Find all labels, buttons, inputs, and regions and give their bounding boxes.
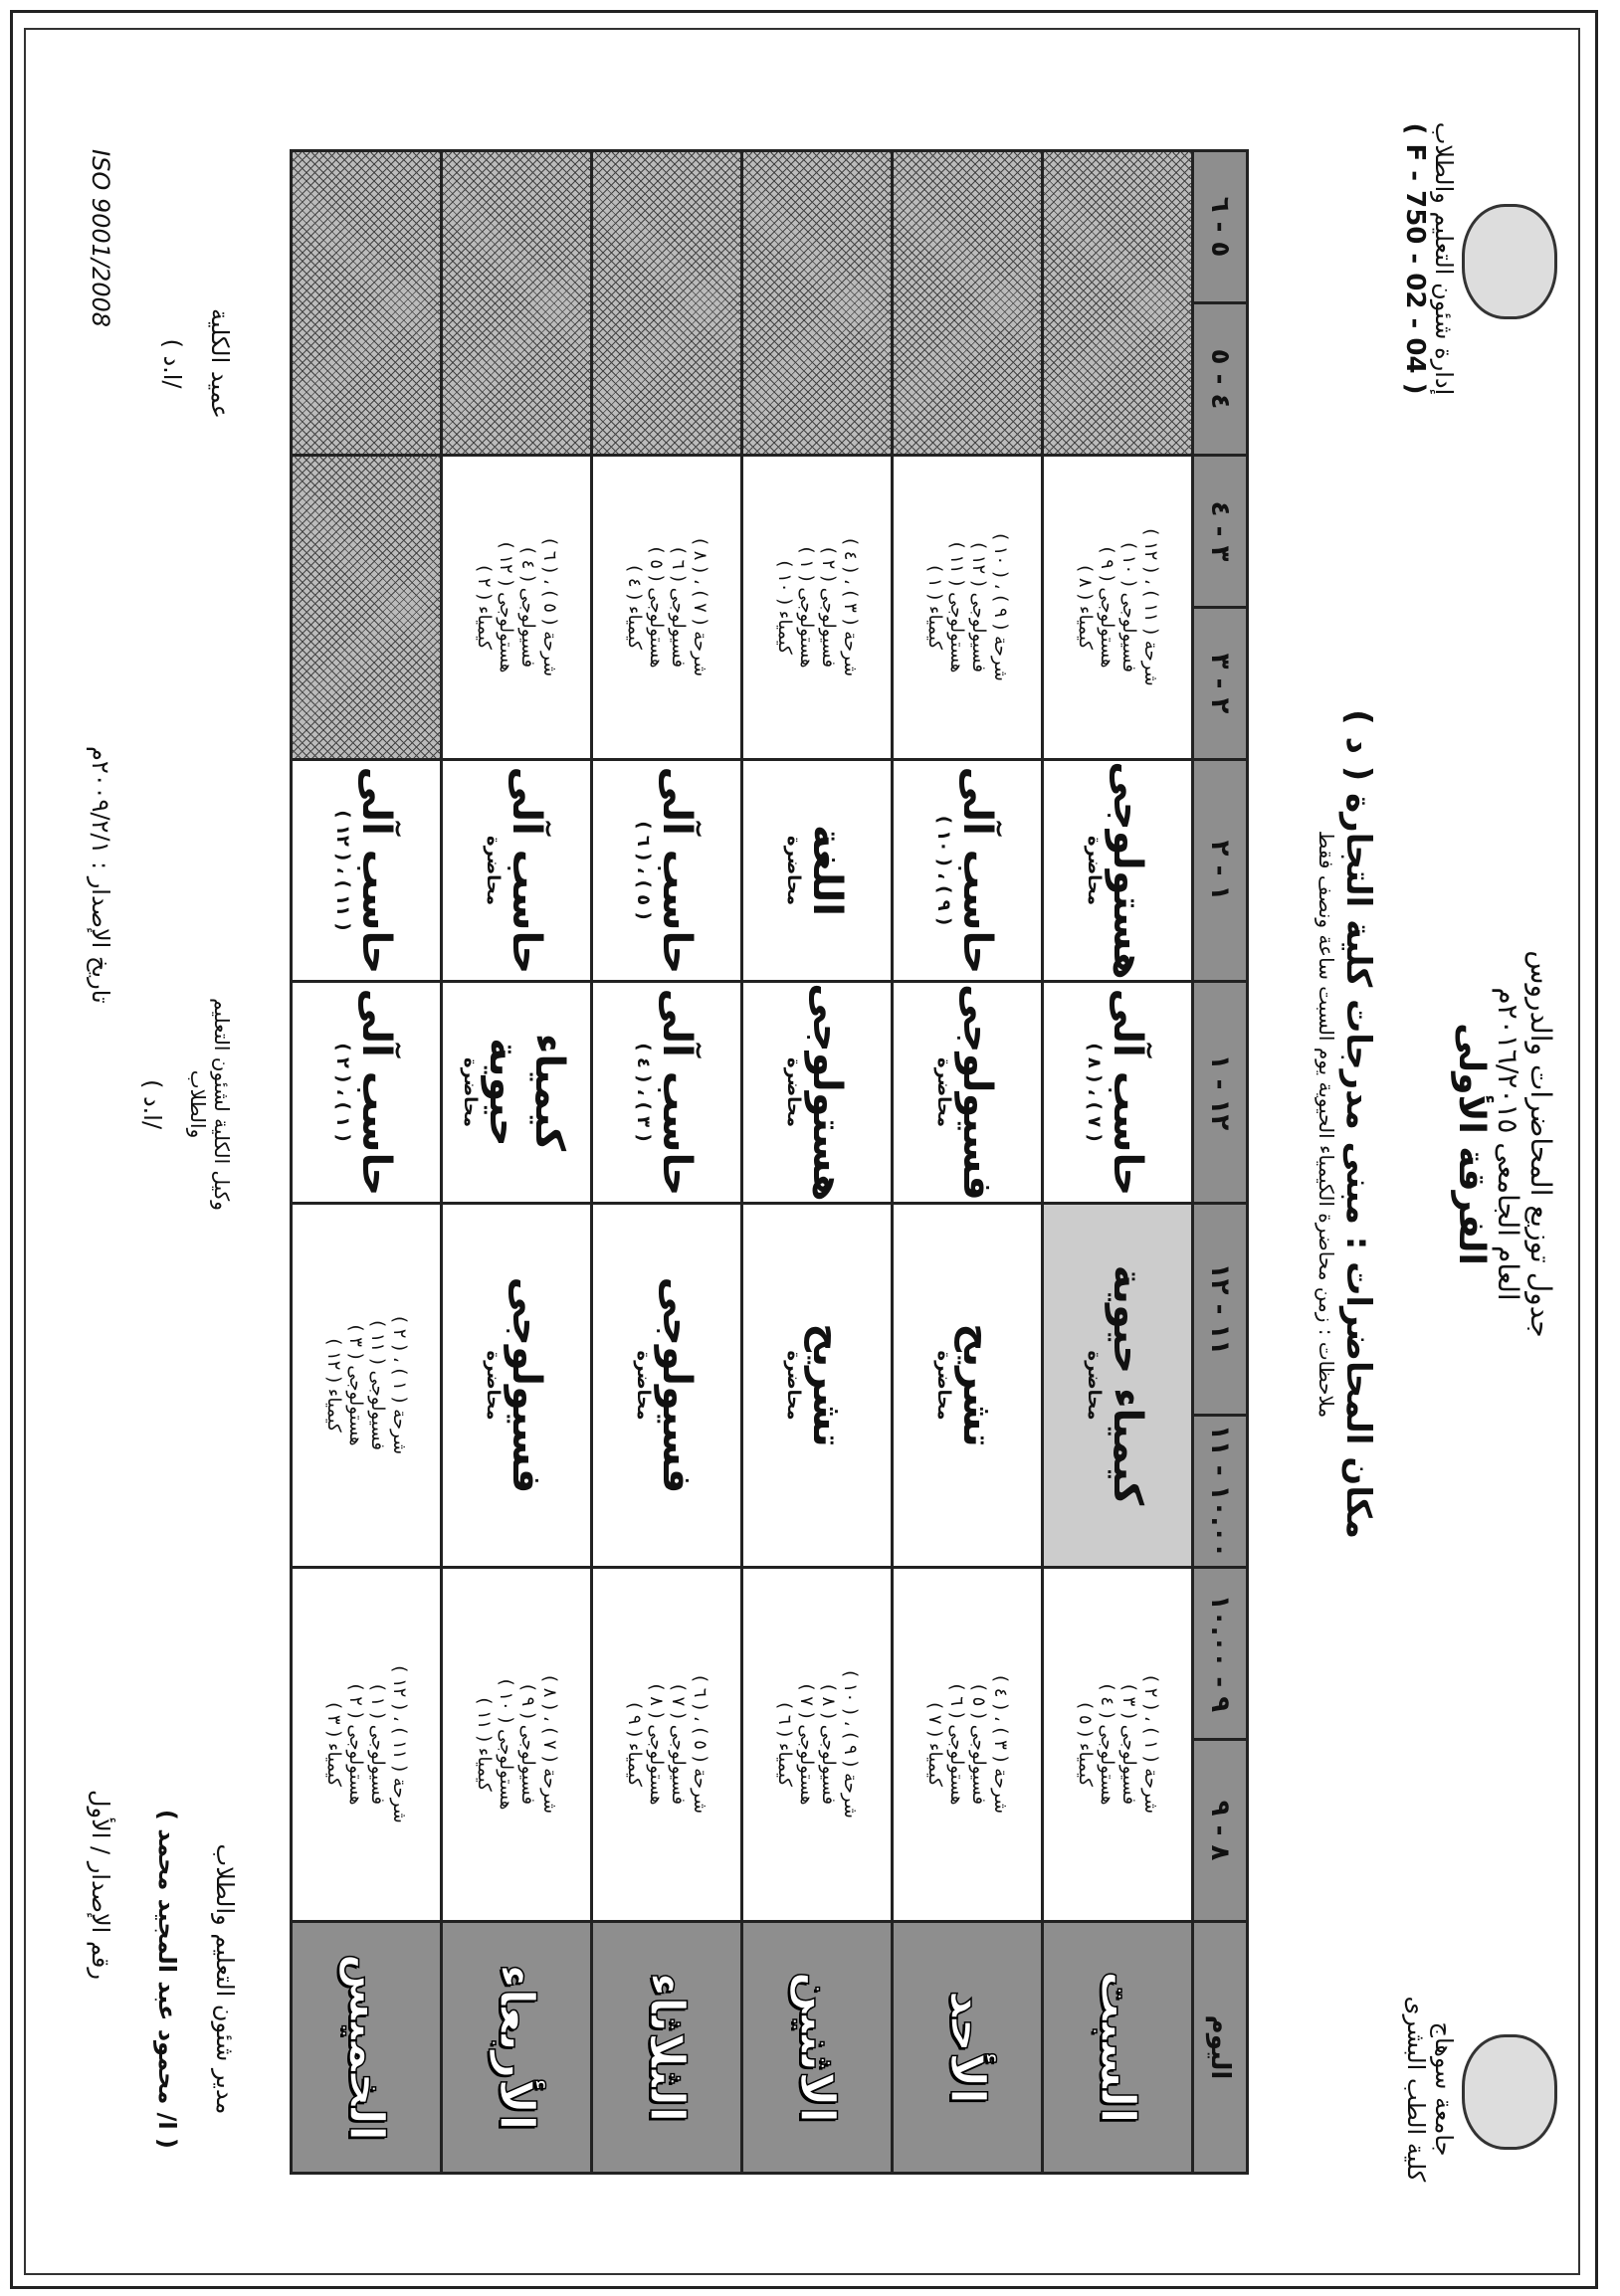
- rotated-document: [45, 30, 1577, 2258]
- empty-slot-4-5: [292, 151, 442, 456]
- lab-group-line: فسيولوجى ( ٩ ): [517, 1683, 538, 1806]
- col-5-6: ٥ - ٦: [1193, 151, 1248, 303]
- lab-group-line: فسيولوجى ( ٢ ): [818, 546, 839, 669]
- subject-cell-s12: [442, 982, 592, 1204]
- lab-group-line: هستولوجى ( ٧ ): [796, 1683, 817, 1806]
- lab-groups-midday: [292, 1204, 442, 1568]
- lab-group-line: كيمياء ( ١ ): [924, 565, 945, 650]
- subject-cell-s1: [893, 760, 1043, 982]
- lab-group-line: هستولوجى ( ٤ ): [1097, 1683, 1117, 1806]
- lecture-location: مكان المحاضرات : مبنى مدرجات كلية التجارة ( د ): [1338, 709, 1378, 1539]
- subject-cell-s12: [893, 982, 1043, 1204]
- subject-name: هستولوجى: [804, 983, 851, 1202]
- lab-groups-afternoon: [742, 456, 893, 760]
- lab-group-line: كيمياء ( ٧ ): [924, 1702, 945, 1787]
- iso-label: ISO 9001/2008: [87, 149, 114, 328]
- lab-group-line: هستولوجى ( ٦ ): [946, 1683, 967, 1806]
- subject-detail: ( ٧ ) ، ( ٨ ): [1084, 1043, 1106, 1142]
- subject-cell-s12: [742, 982, 893, 1204]
- lab-groups-morning: [442, 1568, 592, 1922]
- lab-group-line: فسيولوجى ( ٦ ): [668, 546, 689, 669]
- lab-group-line: شرحة ( ١ ) ، ( ٢ ): [389, 1315, 410, 1455]
- dean-signature: [158, 308, 234, 419]
- lab-group-line: هستولوجى ( ٢ ): [345, 1683, 366, 1806]
- lecture-subject: فسيولوجى: [504, 1276, 550, 1494]
- lab-group-line: شرحة ( ٣ ) ، ( ٤ ): [990, 1674, 1011, 1815]
- day-cell: الخميس: [292, 1922, 442, 2174]
- lecture-cell: [742, 1204, 893, 1568]
- empty-slot-4-5: [1043, 151, 1193, 456]
- lecture-type: محاضرة: [783, 1350, 805, 1421]
- subject-detail: ( ٩ ) ، ( ١٠ ): [933, 815, 955, 926]
- lecture-type: محاضرة: [1084, 1350, 1106, 1421]
- subject-cell-s12: [1043, 982, 1193, 1204]
- col-9-10: ٩ - ١٠.٠٠: [1193, 1568, 1248, 1740]
- lab-group-line: هستولوجى ( ١١ ): [946, 541, 967, 673]
- day-cell: الثلاثاء: [592, 1922, 742, 2174]
- lab-group-line: كيمياء ( ٤ ): [624, 565, 645, 650]
- schedule-table: [290, 149, 1249, 2175]
- faculty-name: كلية الطب البشرى: [1402, 1996, 1430, 2183]
- lab-group-line: هستولوجى ( ٥ ): [646, 546, 667, 669]
- subject-detail: محاضرة: [460, 1056, 482, 1128]
- subject-cell-s1: [442, 760, 592, 982]
- schedule-row: [292, 151, 442, 2174]
- lab-group-line: فسيولوجى ( ١١ ): [367, 1320, 388, 1450]
- lab-group-line: شرحة ( ٥ ) ، ( ٦ ): [690, 1674, 710, 1815]
- lab-group-line: شرحة ( ٩ ) ، ( ١٠ ): [990, 533, 1011, 681]
- schedule-row: [893, 151, 1043, 2174]
- lab-groups-morning: [292, 1568, 442, 1922]
- day-cell: الاثنين: [742, 1922, 893, 2174]
- lab-group-line: هستولوجى ( ١٠ ): [496, 1678, 516, 1811]
- vice-dean-title: وكيل الكلية لشئون التعليم والطلاب: [186, 998, 234, 1211]
- schedule-title: جدول توزيع المحاضرات والدروس: [1524, 950, 1557, 1338]
- lab-group-line: فسيولوجى ( ١٠ ): [1118, 542, 1139, 672]
- subject-name: كيمياء حيوية: [481, 1033, 573, 1152]
- subject-detail: محاضرة: [933, 1056, 955, 1128]
- lab-groups-afternoon: [893, 456, 1043, 760]
- subject-name: حاسب آلى: [1105, 988, 1151, 1197]
- lab-groups-morning: [592, 1568, 742, 1922]
- lab-groups-morning: [1043, 1568, 1193, 1922]
- subject-name: حاسب آلى: [353, 766, 400, 975]
- title-block: [1451, 846, 1557, 1442]
- vice-dean-name: ( ا.د/: [138, 1078, 166, 1130]
- schedule-row: [442, 151, 592, 2174]
- lab-group-line: كيمياء ( ١٢ ): [323, 1338, 344, 1433]
- subject-name: حاسب آلى: [504, 766, 550, 975]
- admin-dept: إدارة شئون التعليم والطلاب: [1430, 121, 1458, 396]
- lab-group-line: شرحة ( ١١ ) ، ( ١٢ ): [1140, 528, 1161, 686]
- day-cell: الأربعاء: [442, 1922, 592, 2174]
- subject-name: فسيولوجى: [954, 984, 1001, 1201]
- subject-cell-s1: [742, 760, 893, 982]
- lecture-cell: [893, 1204, 1043, 1568]
- lab-group-line: فسيولوجى ( ١ ): [367, 1683, 388, 1806]
- schedule-row: [742, 151, 893, 2174]
- dean-name: ( ا.د/: [158, 338, 186, 389]
- empty-slot-4-5: [592, 151, 742, 456]
- schedule-body: [292, 151, 1193, 2174]
- subject-detail: محاضرة: [783, 835, 805, 906]
- subject-detail: ( ٣ ) ، ( ٤ ): [633, 1043, 655, 1142]
- lab-group-line: فسيولوجى ( ٥ ): [968, 1683, 989, 1806]
- subject-detail: ( ١ ) ، ( ٢ ): [332, 1043, 354, 1142]
- lab-group-line: كيمياء ( ٣ ): [323, 1702, 344, 1787]
- subject-detail: محاضرة: [1084, 835, 1106, 906]
- empty-slot-4-5: [742, 151, 893, 456]
- admin-block: [1400, 70, 1557, 448]
- issue-number: رقم الإصدار / الأول: [87, 1790, 114, 1980]
- lecture-subject: كيمياء حيوية: [1105, 1264, 1151, 1506]
- lab-group-line: كيمياء ( ٨ ): [1075, 565, 1096, 650]
- lecture-type: محاضرة: [633, 1350, 655, 1421]
- subject-name: هستولوجى: [1105, 761, 1151, 980]
- university-block: [1402, 1960, 1557, 2218]
- director-name: ( ا/ محمود عبد المجيد محمد ): [153, 1809, 181, 2149]
- lecture-cell: [1043, 1204, 1193, 1568]
- day-cell: الأحد: [893, 1922, 1043, 2174]
- academic-year: العام الجامعى ٢٠١٦/٢٠١٥م: [1492, 987, 1524, 1301]
- schedule-row: [592, 151, 742, 2174]
- lab-group-line: هستولوجى ( ١٢ ): [496, 541, 516, 673]
- vice-dean-signature: [138, 975, 234, 1234]
- lab-group-line: كيمياء ( ١١ ): [474, 1697, 495, 1792]
- lab-group-line: كيمياء ( ٥ ): [1075, 1702, 1096, 1787]
- location-line: [1315, 676, 1378, 1572]
- lab-groups-afternoon: [1043, 456, 1193, 760]
- lab-group-line: هستولوجى ( ٣ ): [345, 1324, 366, 1446]
- lab-group-line: فسيولوجى ( ٣ ): [1118, 1683, 1139, 1806]
- subject-detail: ( ٥ ) ، ( ٦ ): [633, 821, 655, 920]
- lab-group-line: شرحة ( ٧ ) ، ( ٨ ): [539, 1674, 560, 1815]
- lecture-cell: [442, 1204, 592, 1568]
- lab-group-line: كيمياء ( ٦ ): [774, 1702, 795, 1787]
- faculty-logo: [1462, 204, 1557, 319]
- lab-groups-morning: [893, 1568, 1043, 1922]
- dean-title: عميد الكلية: [206, 308, 234, 419]
- lecture-type: محاضرة: [933, 1350, 955, 1421]
- lab-group-line: شرحة ( ٥ ) ، ( ٦ ): [539, 537, 560, 677]
- lab-group-line: هستولوجى ( ٨ ): [646, 1683, 667, 1806]
- lab-group-line: شرحة ( ١١ ) ، ( ١٢ ): [389, 1665, 410, 1823]
- lab-group-line: شرحة ( ١ ) ، ( ٢ ): [1140, 1674, 1161, 1815]
- col-12-1: ١٢ - ١: [1193, 982, 1248, 1204]
- lab-group-line: هستولوجى ( ١ ): [796, 546, 817, 669]
- lab-group-line: فسيولوجى ( ١٢ ): [968, 542, 989, 672]
- subject-cell-s1: [1043, 760, 1193, 982]
- subject-detail: محاضرة: [483, 835, 505, 906]
- schedule-row: [1043, 151, 1193, 2174]
- lecture-subject: فسيولوجى: [654, 1276, 701, 1494]
- lab-group-line: هستولوجى ( ٩ ): [1097, 546, 1117, 669]
- col-2-3: ٢ - ٣: [1193, 608, 1248, 760]
- col-3-4: ٣ - ٤: [1193, 456, 1248, 608]
- empty-slot-4-5: [893, 151, 1043, 456]
- empty-slot: [292, 456, 442, 760]
- lab-groups-afternoon: [592, 456, 742, 760]
- lab-group-line: كيمياء ( ٩ ): [624, 1702, 645, 1787]
- lecture-subject: تشريح: [954, 1323, 1001, 1447]
- subject-cell-s12: [292, 982, 442, 1204]
- subject-cell-s12: [592, 982, 742, 1204]
- document-header: [1315, 30, 1577, 2258]
- university-name: جامعة سوهاج: [1430, 2021, 1458, 2157]
- lecture-type: محاضرة: [483, 1350, 505, 1421]
- lab-group-line: شرحة ( ٩ ) ، ( ١٠ ): [840, 1670, 861, 1818]
- issue-date: تاريخ الإصدار : ٢٠٠٩/٢/١م: [87, 746, 114, 1004]
- form-code: ( F - 750 - 02 - 04 ): [1400, 122, 1430, 395]
- col-8-9: ٨ - ٩: [1193, 1740, 1248, 1922]
- subject-cell-s1: [592, 760, 742, 982]
- subject-name: حاسب آلى: [654, 988, 701, 1197]
- lab-group-line: شرحة ( ٣ ) ، ( ٤ ): [840, 537, 861, 677]
- lab-group-line: شرحة ( ٧ ) ، ( ٨ ): [690, 537, 710, 677]
- col-10-11: ١٠.٠٠ - ١١: [1193, 1416, 1248, 1568]
- subject-detail: ( ١١ ) ، ( ١٢ ): [332, 810, 354, 931]
- lecture-subject: تشريح: [804, 1323, 851, 1447]
- lecture-cell: [592, 1204, 742, 1568]
- col-4-5: ٤ - ٥: [1193, 303, 1248, 456]
- university-logo: [1462, 2034, 1557, 2150]
- lab-group-line: فسيولوجى ( ٨ ): [818, 1683, 839, 1806]
- subject-name: حاسب آلى: [954, 766, 1001, 975]
- col-day: اليوم: [1193, 1922, 1248, 2174]
- subject-cell-s1: [292, 760, 442, 982]
- empty-slot-4-5: [442, 151, 592, 456]
- level-title: الفرقة الأولى: [1451, 1023, 1492, 1265]
- subject-detail: محاضرة: [783, 1056, 805, 1128]
- lab-group-line: كيمياء ( ١٠ ): [774, 560, 795, 655]
- director-title: مدير شئون التعليم والطلاب: [211, 1843, 239, 2115]
- header-row: [1193, 151, 1248, 2174]
- director-signature: [153, 1810, 239, 2149]
- col-11-12: ١١ - ١٢: [1193, 1204, 1248, 1416]
- subject-name: حاسب آلى: [353, 988, 400, 1197]
- col-1-2: ١ - ٢: [1193, 760, 1248, 982]
- lab-groups-morning: [742, 1568, 893, 1922]
- notes-line: ملاحظات : زمن محاضرة الكيمياء الحيوية يوم السبت ساعة ونصف فقط: [1315, 830, 1338, 1419]
- lab-group-line: فسيولوجى ( ٤ ): [517, 546, 538, 669]
- lab-group-line: كيمياء ( ٢ ): [474, 565, 495, 650]
- lab-groups-afternoon: [442, 456, 592, 760]
- subject-name: اللغة: [804, 825, 851, 916]
- subject-name: حاسب آلى: [654, 766, 701, 975]
- day-cell: السبت: [1043, 1922, 1193, 2174]
- lab-group-line: فسيولوجى ( ٧ ): [668, 1683, 689, 1806]
